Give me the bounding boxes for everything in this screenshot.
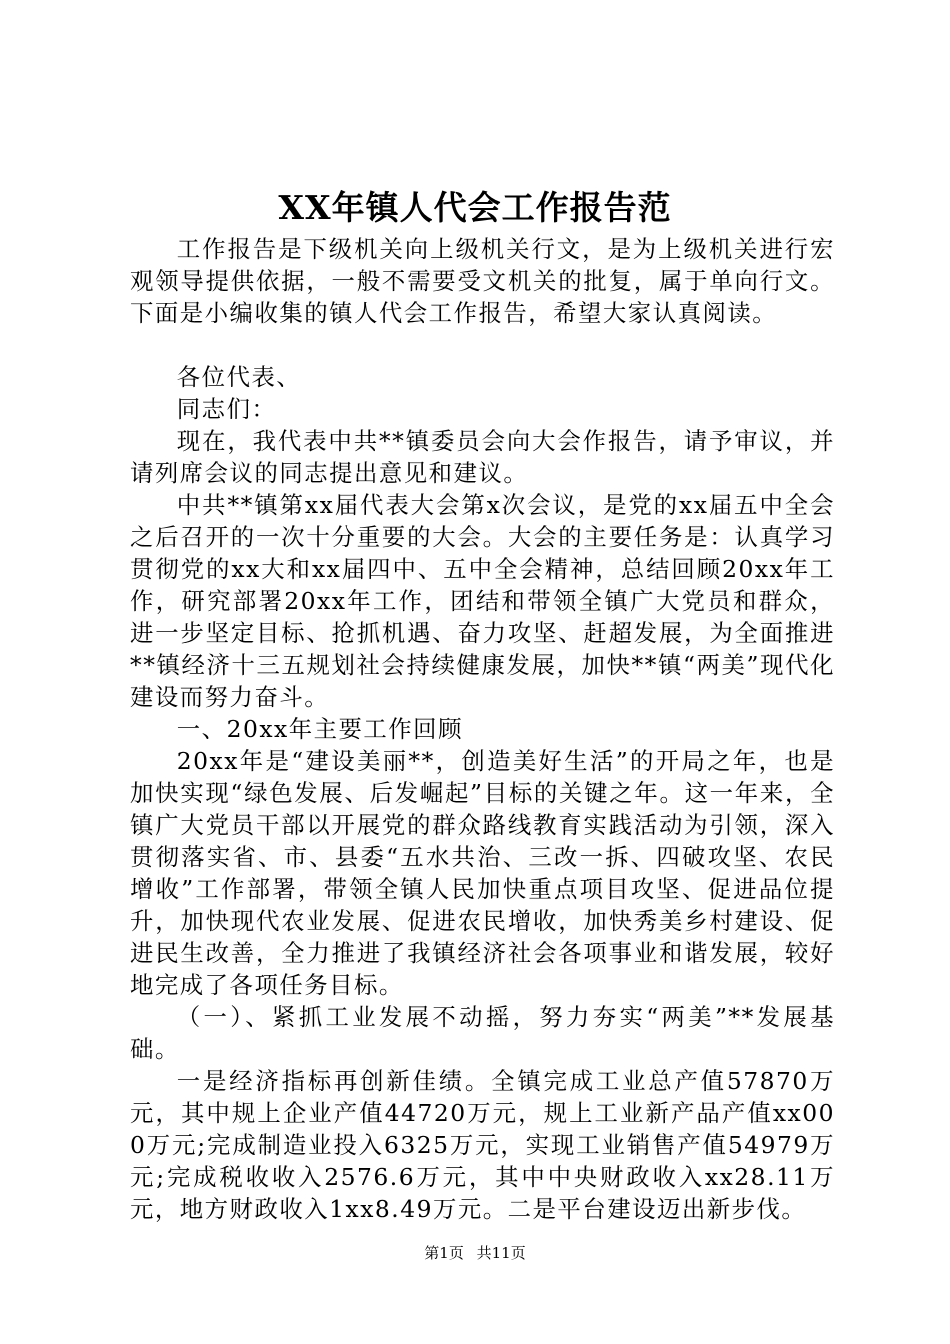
page-footer bbox=[0, 1243, 950, 1263]
section-heading: 一、20xx年主要工作回顾 bbox=[176, 715, 463, 743]
salutation-delegates: 各位代表、 bbox=[176, 363, 302, 391]
body-paragraph: 一是经济指标再创新佳绩。全镇完成工业总产值57870万元，其中规上企业产值44720万元，规上工业新产品产值xx000万元;完成制造业投入6325万元，实现工业销售产值54979万元;完成税收收入2576.6万元，其中中央财政收入xx28.11万元，地方财政收入1xx8.49万元。二是平台建设迈出新步伐。 bbox=[130, 1067, 835, 1223]
body-paragraph: 20xx年是“建设美丽**，创造美好生活”的开局之年，也是加快实现“绿色发展、后发崛起”目标的关键之年。这一年来，全镇广大党员干部以开展党的群众路线教育实践活动为引领，深入贯彻落实省、市、县委“五水共治、三改一拆、四破攻坚、农民增收”工作部署，带领全镇人民加快重点项目攻坚、促进品位提升，加快现代农业发展、促进农民增收，加快秀美乡村建设、促进民生改善，全力推进了我镇经济社会各项事业和谐发展，较好地完成了各项任务目标。 bbox=[130, 747, 835, 999]
subsection-heading: （一）、紧抓工业发展不动摇，努力夯实“两美”**发展基础。 bbox=[130, 1003, 835, 1063]
document-body bbox=[130, 233, 835, 1225]
body-paragraph: 中共**镇第xx届代表大会第x次会议，是党的xx届五中全会之后召开的一次十分重要的大会。大会的主要任务是：认真学习贯彻党的xx大和xx届四中、五中全会精神，总结回顾20xx年工作，研究部署20xx年工作，团结和带领全镇广大党员和群众，进一步坚定目标、抢抓机遇、奋力攻坚、赶超发展，为全面推进**镇经济十三五规划社会持续健康发展，加快**镇“两美”现代化建设而努力奋斗。 bbox=[130, 491, 835, 711]
page-total: 共11页 bbox=[476, 1244, 526, 1262]
page-number: 第1页 bbox=[424, 1244, 464, 1262]
body-paragraph: 现在，我代表中共**镇委员会向大会作报告，请予审议，并请列席会议的同志提出意见和建议。 bbox=[130, 427, 835, 487]
intro-paragraph: 工作报告是下级机关向上级机关行文，是为上级机关进行宏观领导提供依据，一般不需要受文机关的批复，属于单向行文。下面是小编收集的镇人代会工作报告，希望大家认真阅读。 bbox=[130, 235, 835, 327]
document-title: XX年镇人代会工作报告范 bbox=[278, 188, 672, 227]
salutation-comrades: 同志们： bbox=[176, 395, 277, 423]
